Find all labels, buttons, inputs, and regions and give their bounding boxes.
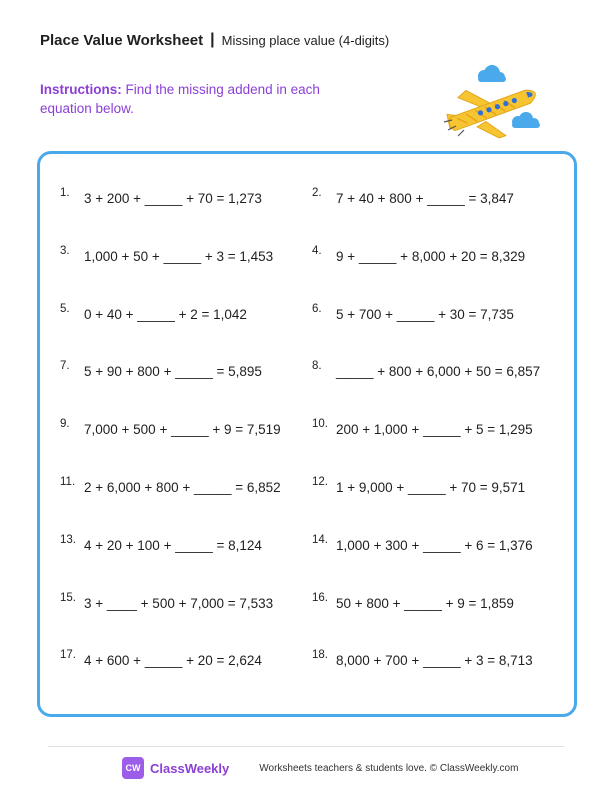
footer-divider bbox=[48, 746, 564, 747]
problem-number: 13. bbox=[60, 533, 76, 546]
problem-number: 9. bbox=[60, 418, 70, 431]
problem-equation: 7 + 40 + 800 + _____ = 3,847 bbox=[336, 191, 514, 206]
page-subtitle: Missing place value (4-digits) bbox=[221, 32, 390, 48]
airplane-icon bbox=[434, 64, 550, 146]
problem-equation: 0 + 40 + _____ + 2 = 1,042 bbox=[84, 306, 247, 322]
cloud-bottom-icon bbox=[512, 112, 540, 128]
problem-number: 15. bbox=[60, 591, 76, 604]
problem-number: 3. bbox=[60, 244, 70, 257]
problem-equation: 1,000 + 50 + _____ + 3 = 1,453 bbox=[84, 248, 274, 264]
problem-number: 18. bbox=[312, 649, 328, 662]
problem-equation: _____ + 800 + 6,000 + 50 = 6,857 bbox=[336, 364, 541, 380]
problem-equation: 50 + 800 + _____ + 9 = 1,859 bbox=[336, 595, 514, 611]
instructions-label: Instructions: bbox=[40, 82, 122, 97]
instructions bbox=[40, 80, 340, 118]
problem-equation: 4 + 600 + _____ + 20 = 2,624 bbox=[84, 653, 262, 669]
footer-tagline: Worksheets teachers & students love. © ClassWeekly.com bbox=[259, 762, 519, 774]
page-title: Place Value Worksheet bbox=[40, 31, 204, 49]
footer bbox=[122, 757, 518, 779]
problem-number: 17. bbox=[60, 649, 76, 662]
problem-equation: 3 + ____ + 500 + 7,000 = 7,533 bbox=[84, 595, 274, 611]
problem-equation: 7,000 + 500 + _____ + 9 = 7,519 bbox=[84, 422, 281, 438]
problem-number: 11. bbox=[60, 476, 76, 488]
problem-equation: 8,000 + 700 + _____ + 3 = 8,713 bbox=[336, 653, 533, 669]
problem-number: 16. bbox=[312, 591, 328, 604]
problem-number: 12. bbox=[312, 476, 328, 488]
classweekly-logo-icon: CW bbox=[122, 757, 144, 779]
problem-equation: 5 + 700 + _____ + 30 = 7,735 bbox=[336, 306, 514, 322]
cloud-top-icon bbox=[478, 65, 506, 82]
problem-equation: 1,000 + 300 + _____ + 6 = 1,376 bbox=[336, 537, 533, 553]
worksheet-header bbox=[40, 30, 389, 50]
problem-equation: 4 + 20 + 100 + _____ = 8,124 bbox=[84, 537, 262, 553]
problem-number: 6. bbox=[312, 302, 322, 315]
problem-number: 7. bbox=[60, 360, 70, 373]
problem-equation: 2 + 6,000 + 800 + _____ = 6,852 bbox=[84, 480, 281, 495]
problem-equation: 9 + _____ + 8,000 + 20 = 8,329 bbox=[336, 248, 526, 264]
problem-equation: 5 + 90 + 800 + _____ = 5,895 bbox=[84, 364, 262, 380]
problem-number: 1. bbox=[60, 187, 70, 199]
problem-number: 5. bbox=[60, 302, 70, 315]
problem-equation: 3 + 200 + _____ + 70 = 1,273 bbox=[84, 191, 262, 206]
problem-number: 4. bbox=[312, 244, 322, 257]
problem-equation: 200 + 1,000 + _____ + 5 = 1,295 bbox=[336, 422, 533, 438]
instructions-text: Find the missing addend in each equation below. bbox=[40, 82, 320, 116]
problem-equation: 1 + 9,000 + _____ + 70 = 9,571 bbox=[336, 480, 526, 495]
title-separator: | bbox=[210, 31, 215, 48]
problem-number: 14. bbox=[312, 533, 328, 546]
brand-name: ClassWeekly bbox=[150, 760, 230, 776]
problem-number: 8. bbox=[312, 360, 322, 373]
problem-number: 2. bbox=[312, 187, 322, 199]
problem-number: 10. bbox=[312, 418, 328, 431]
